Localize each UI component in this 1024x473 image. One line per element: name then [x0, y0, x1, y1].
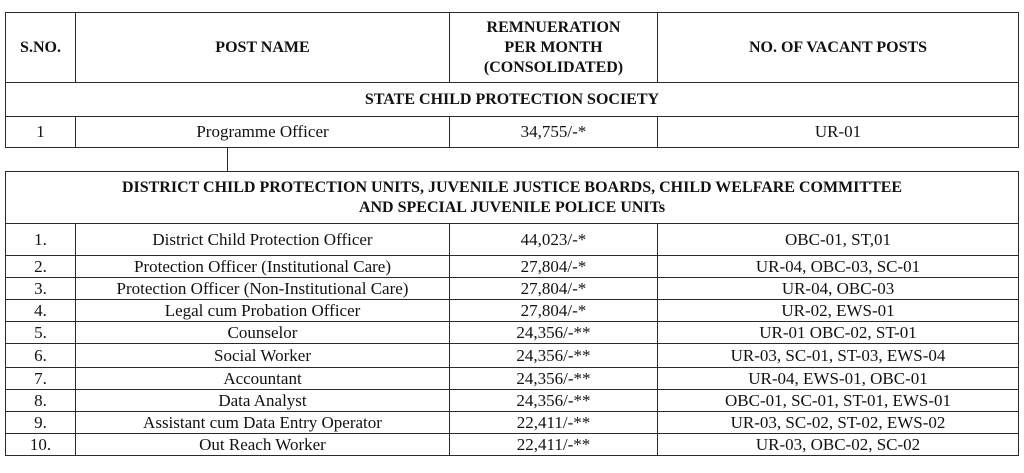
- section1-title: STATE CHILD PROTECTION SOCIETY: [6, 83, 1019, 117]
- header-sno: S.NO.: [6, 13, 76, 83]
- district-rows: [6, 224, 1019, 456]
- cell-remuneration: 34,755/-*: [450, 117, 658, 148]
- cell-vacant-posts: UR-01: [658, 117, 1019, 148]
- cell-vacant-posts: OBC-01, SC-01, ST-01, EWS-01: [658, 390, 1019, 412]
- section2-title: [6, 172, 1019, 224]
- cell-post-name: Protection Officer (Institutional Care): [76, 256, 450, 278]
- table-row: [6, 300, 1019, 322]
- district-posts-table: [5, 171, 1019, 456]
- table-connector-line: [227, 148, 228, 171]
- cell-sno: 3.: [6, 278, 76, 300]
- cell-remuneration: 22,411/-**: [450, 434, 658, 456]
- section2-title-line1: DISTRICT CHILD PROTECTION UNITS, JUVENILE JUSTICE BOARDS, CHILD WELFARE COMMITTEE: [121, 178, 903, 196]
- cell-post-name: Out Reach Worker: [76, 434, 450, 456]
- cell-vacant-posts: UR-03, SC-02, ST-02, EWS-02: [658, 412, 1019, 434]
- cell-post-name: Legal cum Probation Officer: [76, 300, 450, 322]
- cell-remuneration: 44,023/-*: [450, 224, 658, 256]
- cell-post-name: Assistant cum Data Entry Operator: [76, 412, 450, 434]
- header-remuneration-line3: (CONSOLIDATED): [483, 58, 624, 76]
- cell-remuneration: 22,411/-**: [450, 412, 658, 434]
- cell-vacant-posts: UR-04, OBC-03, SC-01: [658, 256, 1019, 278]
- table-row: [6, 256, 1019, 278]
- cell-remuneration: 24,356/-**: [450, 390, 658, 412]
- cell-sno: 2.: [6, 256, 76, 278]
- table-row: [6, 117, 1019, 148]
- table-row: [6, 344, 1019, 368]
- cell-post-name: Data Analyst: [76, 390, 450, 412]
- header-remuneration-line2: PER MONTH: [504, 38, 603, 56]
- cell-vacant-posts: UR-01 OBC-02, ST-01: [658, 322, 1019, 344]
- section2-title-line2: AND SPECIAL JUVENILE POLICE UNITs: [358, 198, 666, 216]
- cell-sno: 9.: [6, 412, 76, 434]
- header-post-name: POST NAME: [76, 13, 450, 83]
- cell-remuneration: 24,356/-**: [450, 368, 658, 390]
- cell-sno: 7.: [6, 368, 76, 390]
- cell-sno: 6.: [6, 344, 76, 368]
- cell-sno: 1.: [6, 224, 76, 256]
- cell-sno: 4.: [6, 300, 76, 322]
- header-vacant-posts: NO. OF VACANT POSTS: [658, 13, 1019, 83]
- cell-post-name: Social Worker: [76, 344, 450, 368]
- table-row: [6, 278, 1019, 300]
- header-remuneration: [450, 13, 658, 83]
- cell-vacant-posts: UR-03, OBC-02, SC-02: [658, 434, 1019, 456]
- cell-vacant-posts: OBC-01, ST,01: [658, 224, 1019, 256]
- header-remuneration-line1: REMNUERATION: [486, 18, 621, 36]
- section-title-row: [6, 172, 1019, 224]
- cell-post-name: Protection Officer (Non-Institutional Care): [76, 278, 450, 300]
- table-row: [6, 224, 1019, 256]
- cell-remuneration: 24,356/-**: [450, 344, 658, 368]
- cell-sno: 5.: [6, 322, 76, 344]
- section-title-row: [6, 83, 1019, 117]
- cell-remuneration: 27,804/-*: [450, 278, 658, 300]
- cell-remuneration: 24,356/-**: [450, 322, 658, 344]
- table-row: [6, 368, 1019, 390]
- table-row: [6, 322, 1019, 344]
- cell-post-name: Counselor: [76, 322, 450, 344]
- cell-sno: 8.: [6, 390, 76, 412]
- table-row: [6, 390, 1019, 412]
- header-row: [6, 13, 1019, 83]
- cell-vacant-posts: UR-04, OBC-03: [658, 278, 1019, 300]
- cell-post-name: Programme Officer: [76, 117, 450, 148]
- state-posts-table: [5, 12, 1019, 148]
- table-row: [6, 434, 1019, 456]
- cell-sno: 1: [6, 117, 76, 148]
- table-row: [6, 412, 1019, 434]
- cell-post-name: Accountant: [76, 368, 450, 390]
- cell-sno: 10.: [6, 434, 76, 456]
- cell-remuneration: 27,804/-*: [450, 256, 658, 278]
- cell-vacant-posts: UR-03, SC-01, ST-03, EWS-04: [658, 344, 1019, 368]
- cell-vacant-posts: UR-02, EWS-01: [658, 300, 1019, 322]
- cell-vacant-posts: UR-04, EWS-01, OBC-01: [658, 368, 1019, 390]
- cell-post-name: District Child Protection Officer: [76, 224, 450, 256]
- cell-remuneration: 27,804/-*: [450, 300, 658, 322]
